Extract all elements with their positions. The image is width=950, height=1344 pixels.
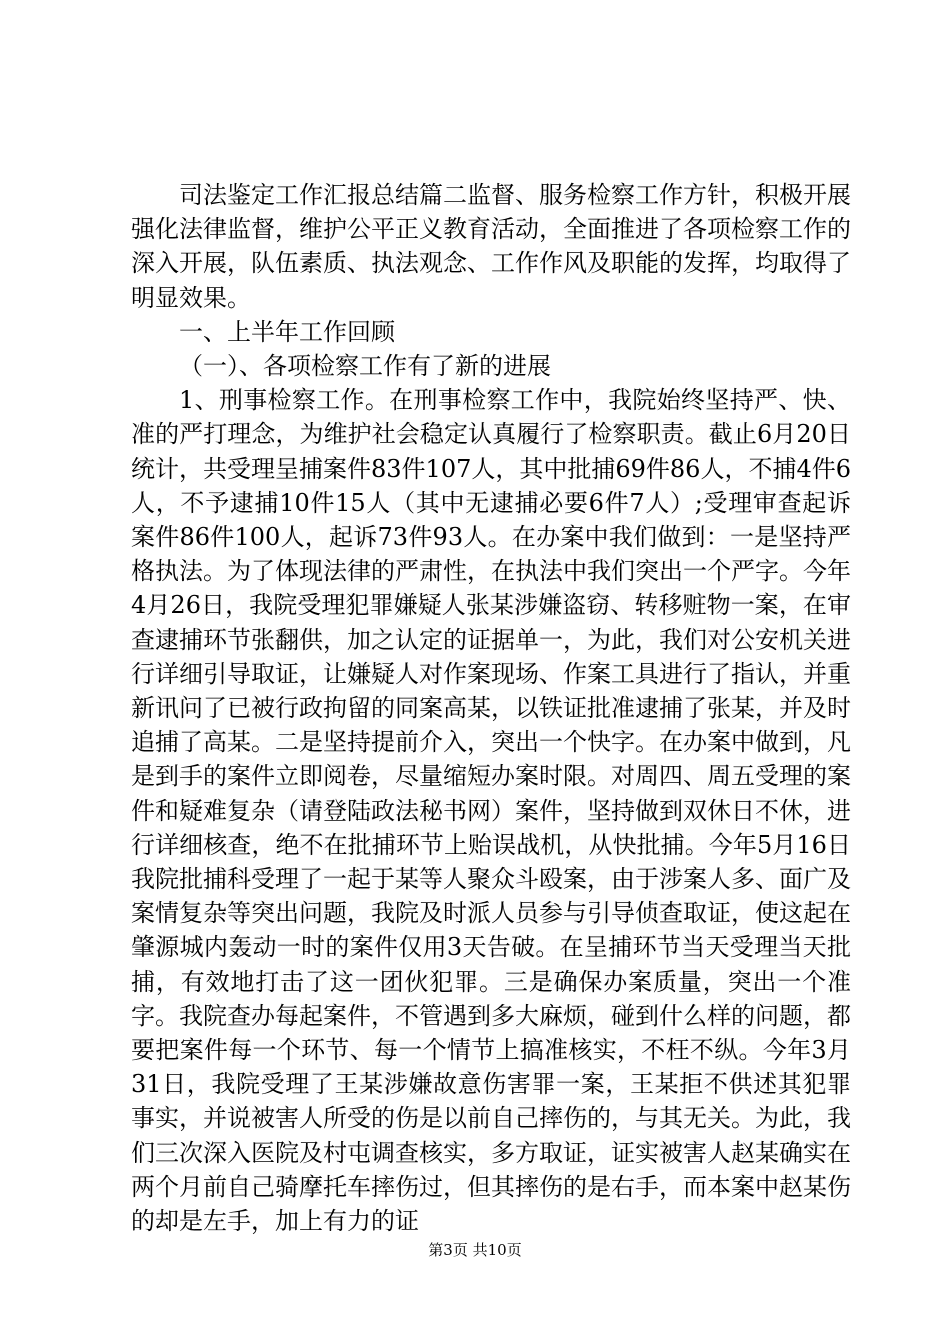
document-body — [131, 178, 851, 1238]
page-number-footer: 第3页 共10页 — [428, 1241, 522, 1259]
subsection-heading: （一）、各项检察工作有了新的进展 — [179, 352, 551, 381]
intro-paragraph: 司法鉴定工作汇报总结篇二监督、服务检察工作方针，积极开展强化法律监督，维护公平正义教育活动，全面推进了各项检察工作的深入开展，队伍素质、执法观念、工作作风及职能的发挥，均取得了明显效果。 — [131, 181, 851, 312]
criminal-prosecution-paragraph: 1、刑事检察工作。在刑事检察工作中，我院始终坚持严、快、准的严打理念，为维护社会稳定认真履行了检察职责。截止6月20日统计，共受理呈捕案件83件107人，其中批捕69件86人，不捕4件6人，不予逮捕10件15人（其中无逮捕必要6件7人）;受理审查起诉案件86件100人，起诉73件93人。在办案中我们做到：一是坚持严格执法。为了体现法律的严肃性，在执法中我们突出一个严字。今年4月26日，我院受理犯罪嫌疑人张某涉嫌盗窃、转移赃物一案，在审查逮捕环节张翻供，加之认定的证据单一，为此，我们对公安机关进行详细引导取证，让嫌疑人对作案现场、作案工具进行了指认，并重新讯问了已被行政拘留的同案高某，以铁证批准逮捕了张某，并及时追捕了高某。二是坚持提前介入，突出一个快字。在办案中做到，凡是到手的案件立即阅卷，尽量缩短办案时限。对周四、周五受理的案件和疑难复杂（请登陆政法秘书网）案件，坚持做到双休日不休，进行详细核查，绝不在批捕环节上贻误战机，从快批捕。今年5月16日我院批捕科受理了一起于某等人聚众斗殴案，由于涉案人多、面广及案情复杂等突出问题，我院及时派人员参与引导侦查取证，使这起在肇源城内轰动一时的案件仅用3天告破。在呈捕环节当天受理当天批捕，有效地打击了这一团伙犯罪。三是确保办案质量，突出一个准字。我院查办每起案件，不管遇到多大麻烦，碰到什么样的问题，都要把案件每一个环节、每一个情节上搞准核实，不枉不纵。今年3月31日，我院受理了王某涉嫌故意伤害罪一案，王某拒不供述其犯罪事实，并说被害人所受的伤是以前自己摔伤的，与其无关。为此，我们三次深入医院及村屯调查核实，多方取证，证实被害人赵某确实在两个月前自己骑摩托车摔伤过，但其摔伤的是右手，而本案中赵某伤的却是左手，加上有力的证 — [131, 386, 851, 1236]
section-heading: 一、上半年工作回顾 — [179, 317, 395, 346]
